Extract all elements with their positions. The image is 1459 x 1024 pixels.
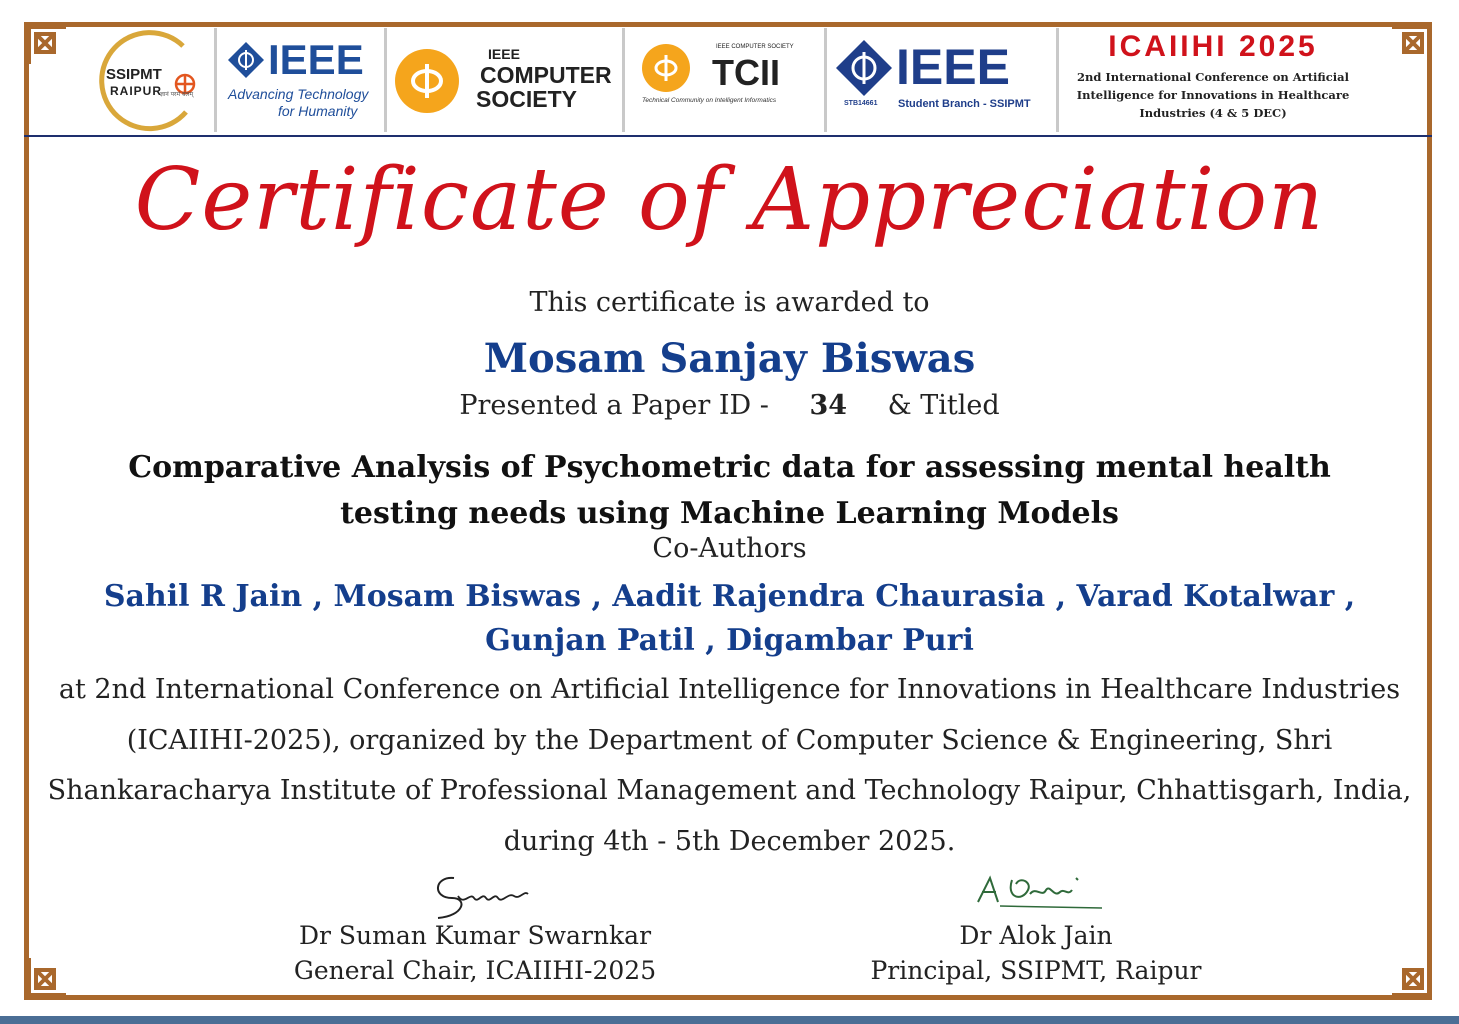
corner-ornament-icon	[26, 24, 72, 70]
tcii-logo	[640, 40, 820, 120]
ieee-wordmark: IEEE	[268, 36, 364, 83]
conference-line-1: 2nd International Conference on Artificial	[1077, 70, 1349, 84]
conference-line-2: Intelligence for Innovations in Healthcare	[1076, 88, 1350, 102]
signature-alok-image	[972, 868, 1112, 918]
ssipmt-name: SSIPMT	[106, 66, 162, 83]
certificate-title: Certificate of Appreciation	[134, 150, 1325, 250]
paper-id: 34	[809, 390, 848, 421]
signatory-name: Dr Suman Kumar Swarnkar	[298, 921, 652, 950]
signatory-role: General Chair, ICAIIHI-2025	[293, 956, 657, 985]
ieee-logo	[226, 36, 376, 126]
conference-acronym: ICAIIHI 2025	[1108, 30, 1318, 63]
awarded-to-text: This certificate is awarded to	[529, 287, 930, 318]
coauthors-label: Co-Authors	[652, 533, 807, 564]
cs-line-3: SOCIETY	[476, 86, 577, 112]
header-divider	[622, 28, 625, 132]
conference-description: at 2nd International Conference on Artificial Intelligence for Innovations in Healthcare Industries (ICAIIHI-2025), organized by the Department of Computer Science & Engineering, Shri Shankaracharya Institute of Professional Management and Technology Raipur, Chhattisgarh, India, during 4th - 5th December 2025.	[47, 674, 1412, 857]
paper-id-suffix: & Titled	[887, 390, 1000, 421]
ieee-diamond-icon	[226, 40, 266, 80]
computer-society-logo	[392, 40, 622, 120]
tcii-wordmark: TCII	[712, 52, 780, 93]
sb-wordmark: IEEE	[896, 39, 1010, 95]
phi-icon	[640, 42, 692, 94]
header-divider	[214, 28, 217, 132]
ieee-student-branch-logo	[834, 38, 1044, 118]
corner-ornament-icon	[1386, 952, 1432, 998]
tcii-tagline: Technical Community on Intelligent Informatics	[642, 97, 777, 104]
header-divider	[824, 28, 827, 132]
sb-branch: Student Branch - SSIPMT	[898, 98, 1031, 110]
signatory-principal	[856, 918, 1216, 988]
signatory-role: Principal, SSIPMT, Raipur	[870, 956, 1202, 985]
coauthors-list: Sahil R Jain , Mosam Biswas , Aadit Rajendra Chaurasia , Varad Kotalwar , Gunjan Patil , Digambar Puri	[103, 579, 1356, 658]
signatory-name: Dr Alok Jain	[959, 921, 1113, 950]
sb-code: STB14661	[844, 100, 878, 107]
cs-line-2: COMPUTER	[480, 62, 612, 88]
corner-ornament-icon	[1386, 24, 1432, 70]
ieee-tagline-2: for Humanity	[278, 103, 358, 119]
ssipmt-logo	[88, 28, 208, 132]
phi-icon	[392, 46, 462, 116]
corner-ornament-icon	[26, 952, 72, 998]
paper-id-line	[0, 390, 1459, 421]
header-divider	[1056, 28, 1059, 132]
cs-line-1: IEEE	[488, 46, 520, 62]
tcii-top: IEEE COMPUTER SOCIETY	[716, 44, 794, 50]
conference-line-3: Industries (4 & 5 DEC)	[1139, 106, 1287, 120]
paper-id-prefix: Presented a Paper ID -	[459, 390, 769, 421]
bottom-rule	[0, 1016, 1459, 1024]
recipient-name: Mosam Sanjay Biswas	[483, 335, 976, 382]
header-divider	[384, 28, 387, 132]
ssipmt-tagline: ज्ञानं परमं बलम्	[160, 91, 194, 98]
paper-title: Comparative Analysis of Psychometric data for assessing mental health testing needs using Machine Learning Models	[128, 450, 1331, 531]
ieee-diamond-icon	[834, 38, 894, 98]
ieee-tagline-1: Advancing Technology	[228, 86, 369, 102]
conference-block	[1068, 30, 1358, 130]
header-rule	[24, 135, 1432, 137]
signatory-general-chair	[290, 918, 660, 988]
ssipmt-city: RAIPUR	[110, 84, 163, 98]
